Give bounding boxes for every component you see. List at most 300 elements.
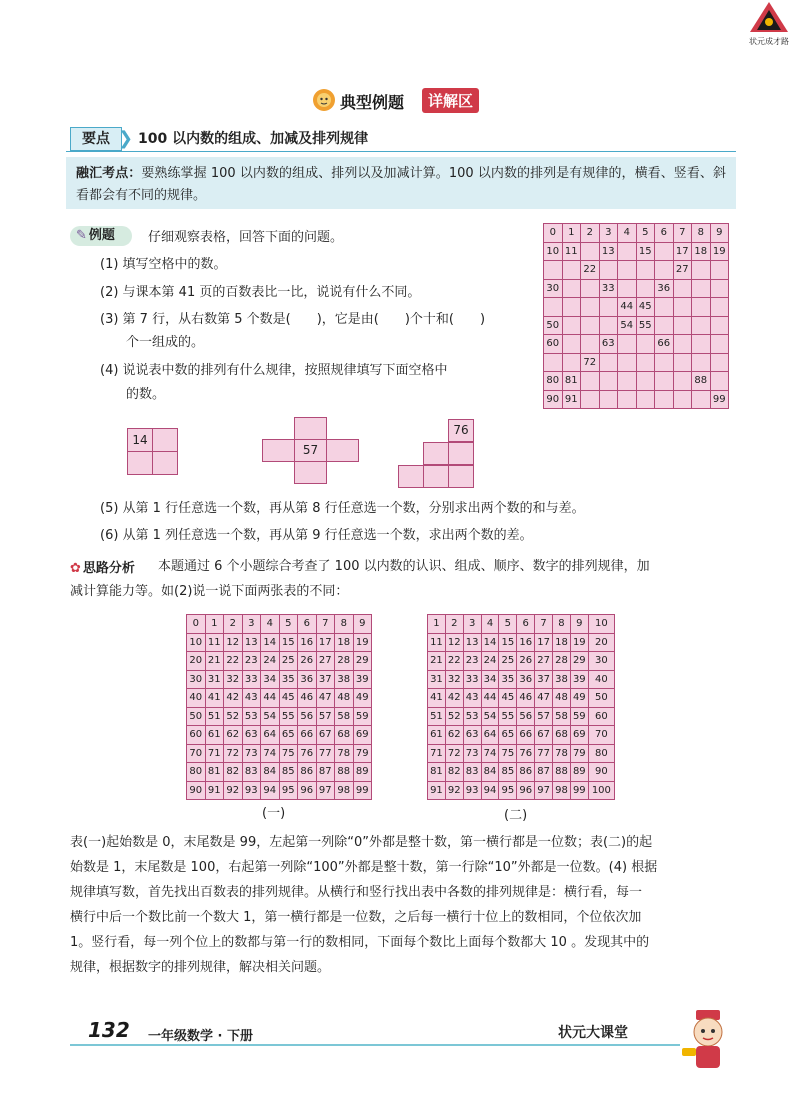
- grid-cell-blank[interactable]: [636, 279, 655, 298]
- grid-cell: 87: [316, 763, 335, 782]
- grid-cell: 21: [428, 652, 446, 671]
- grid-cell-blank[interactable]: [618, 353, 637, 372]
- grid-cell: 56: [517, 707, 535, 726]
- grid-cell-blank[interactable]: [655, 261, 674, 280]
- puzzle-cell[interactable]: [262, 439, 295, 462]
- grid-cell: 50: [187, 707, 206, 726]
- grid-cell-blank[interactable]: [655, 372, 674, 391]
- grid-cell: 3: [463, 615, 481, 634]
- grid-cell-blank[interactable]: [581, 316, 600, 335]
- grid-cell-blank[interactable]: [655, 242, 674, 261]
- grid-cell: 16: [298, 633, 317, 652]
- grid-cell: 79: [353, 744, 372, 763]
- keypoint-tag: 要点: [70, 127, 122, 151]
- grid-cell: 51: [428, 707, 446, 726]
- grid-cell: 18: [335, 633, 354, 652]
- puzzle-cell[interactable]: [448, 442, 474, 465]
- grid-cell: 40: [588, 670, 614, 689]
- grid-cell: 42: [445, 689, 463, 708]
- grid-cell: 42: [224, 689, 243, 708]
- grid-cell: 58: [553, 707, 571, 726]
- grid-cell: 64: [481, 726, 499, 745]
- puzzle-cell[interactable]: [398, 465, 424, 488]
- grid-cell: 83: [463, 763, 481, 782]
- puzzle-cell[interactable]: [423, 442, 449, 465]
- grid-cell: 10: [187, 633, 206, 652]
- grid-cell: 2: [224, 615, 243, 634]
- grid-cell: 8: [335, 615, 354, 634]
- grid-cell: 28: [335, 652, 354, 671]
- grid-cell-blank[interactable]: [581, 242, 600, 261]
- analysis-tag-label: 思路分析: [82, 561, 135, 576]
- grid-cell: 54: [481, 707, 499, 726]
- grid-cell: 2: [581, 224, 600, 243]
- grid-cell: 19: [353, 633, 372, 652]
- flower-icon: ✿: [70, 561, 81, 576]
- grid-cell: 82: [445, 763, 463, 782]
- grid-cell: 70: [187, 744, 206, 763]
- grid-cell: 90: [187, 781, 206, 800]
- puzzle-cell[interactable]: [294, 461, 327, 484]
- grid-cell-blank[interactable]: [673, 279, 692, 298]
- grid-cell: 34: [261, 670, 280, 689]
- hundred-grid-one: [186, 614, 372, 800]
- grid-cell: 29: [353, 652, 372, 671]
- grid-cell: 68: [553, 726, 571, 745]
- grid-cell: 98: [553, 781, 571, 800]
- grid-cell: 47: [535, 689, 553, 708]
- grid-cell: 91: [205, 781, 224, 800]
- grid-cell-blank[interactable]: [636, 353, 655, 372]
- hundred-grid-two: [427, 614, 615, 800]
- grid-cell-blank[interactable]: [673, 390, 692, 409]
- grid-cell-blank[interactable]: [599, 261, 618, 280]
- grid-cell-blank[interactable]: [544, 261, 563, 280]
- grid-cell-blank[interactable]: [692, 390, 711, 409]
- puzzle-cell[interactable]: [128, 452, 153, 475]
- grid-cell: 29: [570, 652, 588, 671]
- grid-cell: 41: [428, 689, 446, 708]
- grid-cell-blank[interactable]: [562, 261, 581, 280]
- grid-cell: 14: [481, 633, 499, 652]
- grid-cell: 75: [279, 744, 298, 763]
- grid-cell: 58: [335, 707, 354, 726]
- logo-text: 状元成才路: [749, 37, 789, 46]
- grid-cell: 36: [655, 279, 674, 298]
- grid-cell: 61: [205, 726, 224, 745]
- grid-cell: 17: [673, 242, 692, 261]
- grid-cell: 59: [353, 707, 372, 726]
- grid-cell: 24: [481, 652, 499, 671]
- grid-cell-blank[interactable]: [562, 353, 581, 372]
- grid-cell-blank[interactable]: [544, 353, 563, 372]
- grid-cell: 13: [599, 242, 618, 261]
- grid-cell-blank[interactable]: [692, 279, 711, 298]
- grid-cell: 62: [445, 726, 463, 745]
- grid-cell: 22: [445, 652, 463, 671]
- grid-cell: 20: [187, 652, 206, 671]
- grid-cell-blank[interactable]: [562, 279, 581, 298]
- grid-cell: 84: [481, 763, 499, 782]
- grid-cell: 84: [261, 763, 280, 782]
- grid-cell: 75: [499, 744, 517, 763]
- grid-cell-blank[interactable]: [581, 372, 600, 391]
- grid-cell: 99: [353, 781, 372, 800]
- grid-cell: 18: [692, 242, 711, 261]
- grid-cell: 45: [279, 689, 298, 708]
- grid-cell-blank[interactable]: [599, 372, 618, 391]
- grid-cell-blank[interactable]: [692, 316, 711, 335]
- grid-cell: 76: [517, 744, 535, 763]
- analysis-tag: [70, 557, 135, 576]
- grid-cell: 71: [205, 744, 224, 763]
- grid-cell-blank[interactable]: [618, 261, 637, 280]
- grid-cell-blank[interactable]: [618, 390, 637, 409]
- grid-cell: 73: [242, 744, 261, 763]
- grid-cell: 63: [242, 726, 261, 745]
- grid-cell: 10: [588, 615, 614, 634]
- caption-two: (二): [504, 808, 528, 823]
- grid-cell: 4: [261, 615, 280, 634]
- grid-cell: 6: [298, 615, 317, 634]
- grid-cell: 80: [544, 372, 563, 391]
- grid-cell: 3: [599, 224, 618, 243]
- grid-cell: 7: [535, 615, 553, 634]
- grid-cell: 47: [316, 689, 335, 708]
- grid-cell: 20: [588, 633, 614, 652]
- grid-cell: 17: [316, 633, 335, 652]
- grid-cell-blank[interactable]: [581, 298, 600, 317]
- grid-cell: 61: [428, 726, 446, 745]
- grid-cell: 95: [499, 781, 517, 800]
- chevron-right-icon: ❯: [118, 128, 134, 149]
- puzzle-square: [127, 428, 178, 475]
- grid-cell: 32: [445, 670, 463, 689]
- grid-cell: 87: [535, 763, 553, 782]
- grid-cell-blank[interactable]: [673, 335, 692, 354]
- grid-cell: 49: [570, 689, 588, 708]
- grid-cell: 11: [428, 633, 446, 652]
- grid-cell: 59: [570, 707, 588, 726]
- grid-cell: 5: [636, 224, 655, 243]
- grid-cell: 97: [316, 781, 335, 800]
- caption-one: (一): [262, 806, 286, 821]
- grid-cell: 40: [187, 689, 206, 708]
- grid-cell-blank[interactable]: [599, 298, 618, 317]
- grid-cell: 23: [463, 652, 481, 671]
- grid-cell-blank[interactable]: [581, 279, 600, 298]
- puzzle-cell[interactable]: [153, 452, 178, 475]
- grid-cell: 74: [261, 744, 280, 763]
- grid-cell: 98: [335, 781, 354, 800]
- grid-cell: 21: [205, 652, 224, 671]
- grid-cell-blank[interactable]: [562, 298, 581, 317]
- exam-point-text: [76, 163, 726, 207]
- grid-cell: 8: [553, 615, 571, 634]
- grid-cell: 35: [279, 670, 298, 689]
- grid-cell: 95: [279, 781, 298, 800]
- grid-cell-blank[interactable]: [562, 316, 581, 335]
- page-number: 132: [88, 1018, 130, 1042]
- grid-cell: 48: [335, 689, 354, 708]
- grid-cell-blank[interactable]: [599, 316, 618, 335]
- grid-cell: 50: [588, 689, 614, 708]
- grid-cell: 78: [553, 744, 571, 763]
- example-intro: 仔细观察表格，回答下面的问题。: [148, 230, 344, 245]
- grid-cell: 96: [298, 781, 317, 800]
- question-6: (6) 从第 1 列任意选一个数，再从第 9 行任意选一个数，求出两个数的差。: [100, 528, 533, 543]
- analysis-p2: 始数是 1，末尾数是 100，右起第一列除“100”外都是整十数，第一行除“10”外都是一位数。(4) 根据: [70, 860, 658, 875]
- grid-cell-blank[interactable]: [636, 335, 655, 354]
- grid-cell: 72: [445, 744, 463, 763]
- grid-cell: 30: [187, 670, 206, 689]
- grid-cell: 80: [588, 744, 614, 763]
- grid-cell-blank[interactable]: [544, 298, 563, 317]
- grid-cell: 72: [581, 353, 600, 372]
- grid-cell: 55: [279, 707, 298, 726]
- puzzle-stairs: [398, 419, 474, 489]
- grid-cell: 70: [588, 726, 614, 745]
- grid-cell: 44: [261, 689, 280, 708]
- grid-cell: 100: [588, 781, 614, 800]
- grid-cell: 77: [535, 744, 553, 763]
- exam-point-box: [66, 157, 736, 209]
- grid-cell-blank[interactable]: [599, 390, 618, 409]
- grid-cell: 22: [581, 261, 600, 280]
- question-5: (5) 从第 1 行任意选一个数，再从第 8 行任意选一个数，分别求出两个数的和与差。: [100, 501, 585, 516]
- grid-cell-blank[interactable]: [562, 335, 581, 354]
- grid-cell: 19: [710, 242, 729, 261]
- grid-cell: 7: [673, 224, 692, 243]
- analysis-p5: 1。竖行看，每一列个位上的数都与第一行的数相同，下面每个数比上面每个数都大 10 。发现其中的: [70, 935, 650, 950]
- grid-cell: 14: [261, 633, 280, 652]
- grid-cell: 71: [428, 744, 446, 763]
- question-3-line2: 个一组成的。: [126, 335, 205, 350]
- grid-cell-blank[interactable]: [581, 335, 600, 354]
- grid-cell: 13: [242, 633, 261, 652]
- grid-cell: 39: [353, 670, 372, 689]
- grid-cell: 15: [636, 242, 655, 261]
- grid-cell: 53: [242, 707, 261, 726]
- grid-cell: 41: [205, 689, 224, 708]
- grid-cell-blank[interactable]: [618, 335, 637, 354]
- grid-cell-blank[interactable]: [692, 353, 711, 372]
- grid-cell: 31: [205, 670, 224, 689]
- grid-cell-blank[interactable]: [581, 390, 600, 409]
- grid-cell-blank[interactable]: [710, 316, 729, 335]
- grid-cell: 54: [618, 316, 637, 335]
- grid-cell-blank[interactable]: [710, 261, 729, 280]
- grid-cell: 81: [205, 763, 224, 782]
- grid-cell-blank[interactable]: [636, 261, 655, 280]
- puzzle-cell[interactable]: [153, 429, 178, 452]
- question-4-line2: 的数。: [126, 387, 166, 402]
- grid-cell: 85: [279, 763, 298, 782]
- footer-divider: [70, 1044, 680, 1046]
- grid-cell: 23: [242, 652, 261, 671]
- puzzle-cell-given: 14: [128, 429, 153, 452]
- grid-cell: 16: [517, 633, 535, 652]
- grid-cell: 22: [224, 652, 243, 671]
- grid-cell-blank[interactable]: [655, 316, 674, 335]
- grid-cell: 90: [588, 763, 614, 782]
- puzzle-cell-given: 57: [294, 439, 327, 462]
- grid-cell: 91: [562, 390, 581, 409]
- brand-name: 状元大课堂: [558, 1025, 628, 1041]
- grid-cell: 93: [463, 781, 481, 800]
- grid-cell: 81: [562, 372, 581, 391]
- grid-cell-blank[interactable]: [673, 298, 692, 317]
- grid-cell: 92: [224, 781, 243, 800]
- pencil-icon: ✎: [76, 228, 87, 243]
- grid-cell: 52: [224, 707, 243, 726]
- grid-cell: 63: [463, 726, 481, 745]
- analysis-line1: 本题通过 6 个小题综合考查了 100 以内数的认识、组成、顺序、数字的排列规律，加: [158, 559, 650, 574]
- grid-cell-blank[interactable]: [673, 316, 692, 335]
- grid-cell: 27: [535, 652, 553, 671]
- grid-cell: 12: [445, 633, 463, 652]
- grid-cell: 11: [205, 633, 224, 652]
- exam-point-label: 融汇考点：: [76, 166, 142, 181]
- grid-cell: 38: [553, 670, 571, 689]
- grid-cell: 9: [710, 224, 729, 243]
- grid-cell: 49: [353, 689, 372, 708]
- grid-cell: 57: [316, 707, 335, 726]
- grid-cell: 15: [279, 633, 298, 652]
- grid-cell: 4: [618, 224, 637, 243]
- analysis-p3: 规律填写数，首先找出百数表的排列规律。从横行和竖行找出表中各数的排列规律是：横行看，每一: [70, 885, 643, 900]
- section-banner: [300, 88, 500, 114]
- grid-cell-blank[interactable]: [710, 298, 729, 317]
- grid-cell: 80: [187, 763, 206, 782]
- grid-cell: 74: [481, 744, 499, 763]
- grid-cell: 38: [335, 670, 354, 689]
- grid-cell: 88: [692, 372, 711, 391]
- grid-cell: 24: [261, 652, 280, 671]
- example-tag: [70, 226, 132, 246]
- grid-cell: 7: [316, 615, 335, 634]
- grid-cell: 9: [353, 615, 372, 634]
- grid-cell: 63: [599, 335, 618, 354]
- grid-cell: 26: [517, 652, 535, 671]
- grid-cell-blank[interactable]: [636, 372, 655, 391]
- analysis-p4: 横行中后一个数比前一个数大 1，第一横行都是一位数，之后每一横行十位上的数相同，个位依次加: [70, 910, 642, 925]
- grid-cell: 73: [463, 744, 481, 763]
- grid-cell-blank[interactable]: [692, 335, 711, 354]
- grid-cell: 3: [242, 615, 261, 634]
- grid-cell: 6: [655, 224, 674, 243]
- grid-cell: 35: [499, 670, 517, 689]
- grid-cell: 27: [316, 652, 335, 671]
- grid-cell: 45: [499, 689, 517, 708]
- question-4-line1: (4) 说说表中数的排列有什么规律，按照规律填写下面空格中: [100, 363, 448, 378]
- grid-cell: 33: [242, 670, 261, 689]
- grid-cell-blank[interactable]: [710, 279, 729, 298]
- exam-point-body: 要熟练掌握 100 以内数的组成、排列以及加减计算。100 以内数的排列是有规律的，横看、竖看、斜看都会有不同的规律。: [76, 166, 726, 203]
- grid-cell: 25: [279, 652, 298, 671]
- grid-cell: 65: [279, 726, 298, 745]
- analysis-p6: 规律，根据数字的排列规律，解决相关问题。: [70, 960, 331, 975]
- grid-cell: 92: [445, 781, 463, 800]
- grid-cell: 55: [636, 316, 655, 335]
- grid-cell: 67: [535, 726, 553, 745]
- grid-cell: 52: [445, 707, 463, 726]
- grid-cell: 65: [499, 726, 517, 745]
- grid-cell-blank[interactable]: [673, 372, 692, 391]
- grid-cell: 93: [242, 781, 261, 800]
- grid-cell-blank[interactable]: [692, 261, 711, 280]
- grid-cell: 85: [499, 763, 517, 782]
- grid-cell: 46: [298, 689, 317, 708]
- grid-cell: 72: [224, 744, 243, 763]
- book-title: 一年级数学 · 下册: [148, 1029, 253, 1044]
- grid-cell: 36: [298, 670, 317, 689]
- grid-cell: 94: [481, 781, 499, 800]
- grid-cell-blank[interactable]: [636, 390, 655, 409]
- grid-cell-blank[interactable]: [710, 372, 729, 391]
- grid-cell-blank[interactable]: [618, 242, 637, 261]
- puzzle-cell[interactable]: [423, 465, 449, 488]
- grid-cell: 44: [618, 298, 637, 317]
- grid-cell-blank[interactable]: [710, 353, 729, 372]
- grid-cell: 54: [261, 707, 280, 726]
- grid-cell: 1: [562, 224, 581, 243]
- grid-cell: 77: [316, 744, 335, 763]
- grid-cell: 43: [463, 689, 481, 708]
- grid-cell-blank[interactable]: [655, 298, 674, 317]
- grid-cell: 55: [499, 707, 517, 726]
- grid-cell-blank[interactable]: [599, 353, 618, 372]
- grid-cell-blank[interactable]: [673, 353, 692, 372]
- grid-cell-blank[interactable]: [655, 353, 674, 372]
- puzzle-cell[interactable]: [326, 439, 359, 462]
- grid-cell: 99: [570, 781, 588, 800]
- puzzle-cell[interactable]: [448, 465, 474, 488]
- grid-cell: 30: [544, 279, 563, 298]
- divider: [66, 151, 736, 152]
- question-3-line1: (3) 第 7 行，从右数第 5 个数是( )，它是由( )个十和( ): [100, 312, 486, 327]
- grid-cell: 25: [499, 652, 517, 671]
- grid-cell: 99: [710, 390, 729, 409]
- grid-cell: 81: [428, 763, 446, 782]
- grid-cell: 0: [187, 615, 206, 634]
- example-tag-label: 例题: [88, 228, 115, 243]
- grid-cell-blank[interactable]: [618, 372, 637, 391]
- analysis-p1: 表(一)起始数是 0，末尾数是 99，左起第一列除“0”外都是整十数，第一横行都是一位数；表(二)的起: [70, 835, 653, 850]
- grid-cell: 5: [279, 615, 298, 634]
- grid-cell: 78: [335, 744, 354, 763]
- grid-cell-blank[interactable]: [710, 335, 729, 354]
- grid-cell: 60: [544, 335, 563, 354]
- grid-cell-blank[interactable]: [692, 298, 711, 317]
- grid-cell: 26: [298, 652, 317, 671]
- lion-icon: [312, 88, 336, 112]
- grid-cell-blank[interactable]: [618, 279, 637, 298]
- grid-cell: 60: [588, 707, 614, 726]
- puzzle-cell-given: 76: [448, 419, 474, 442]
- grid-cell-blank[interactable]: [655, 390, 674, 409]
- grid-cell: 56: [298, 707, 317, 726]
- grid-cell: 2: [445, 615, 463, 634]
- banner-title: 典型例题: [340, 93, 405, 112]
- grid-cell: 66: [655, 335, 674, 354]
- publisher-logo: [738, 0, 800, 50]
- grid-cell: 27: [673, 261, 692, 280]
- banner-tag: 详解区: [422, 88, 479, 113]
- grid-cell: 66: [298, 726, 317, 745]
- grid-cell: 69: [353, 726, 372, 745]
- puzzle-cell[interactable]: [294, 417, 327, 440]
